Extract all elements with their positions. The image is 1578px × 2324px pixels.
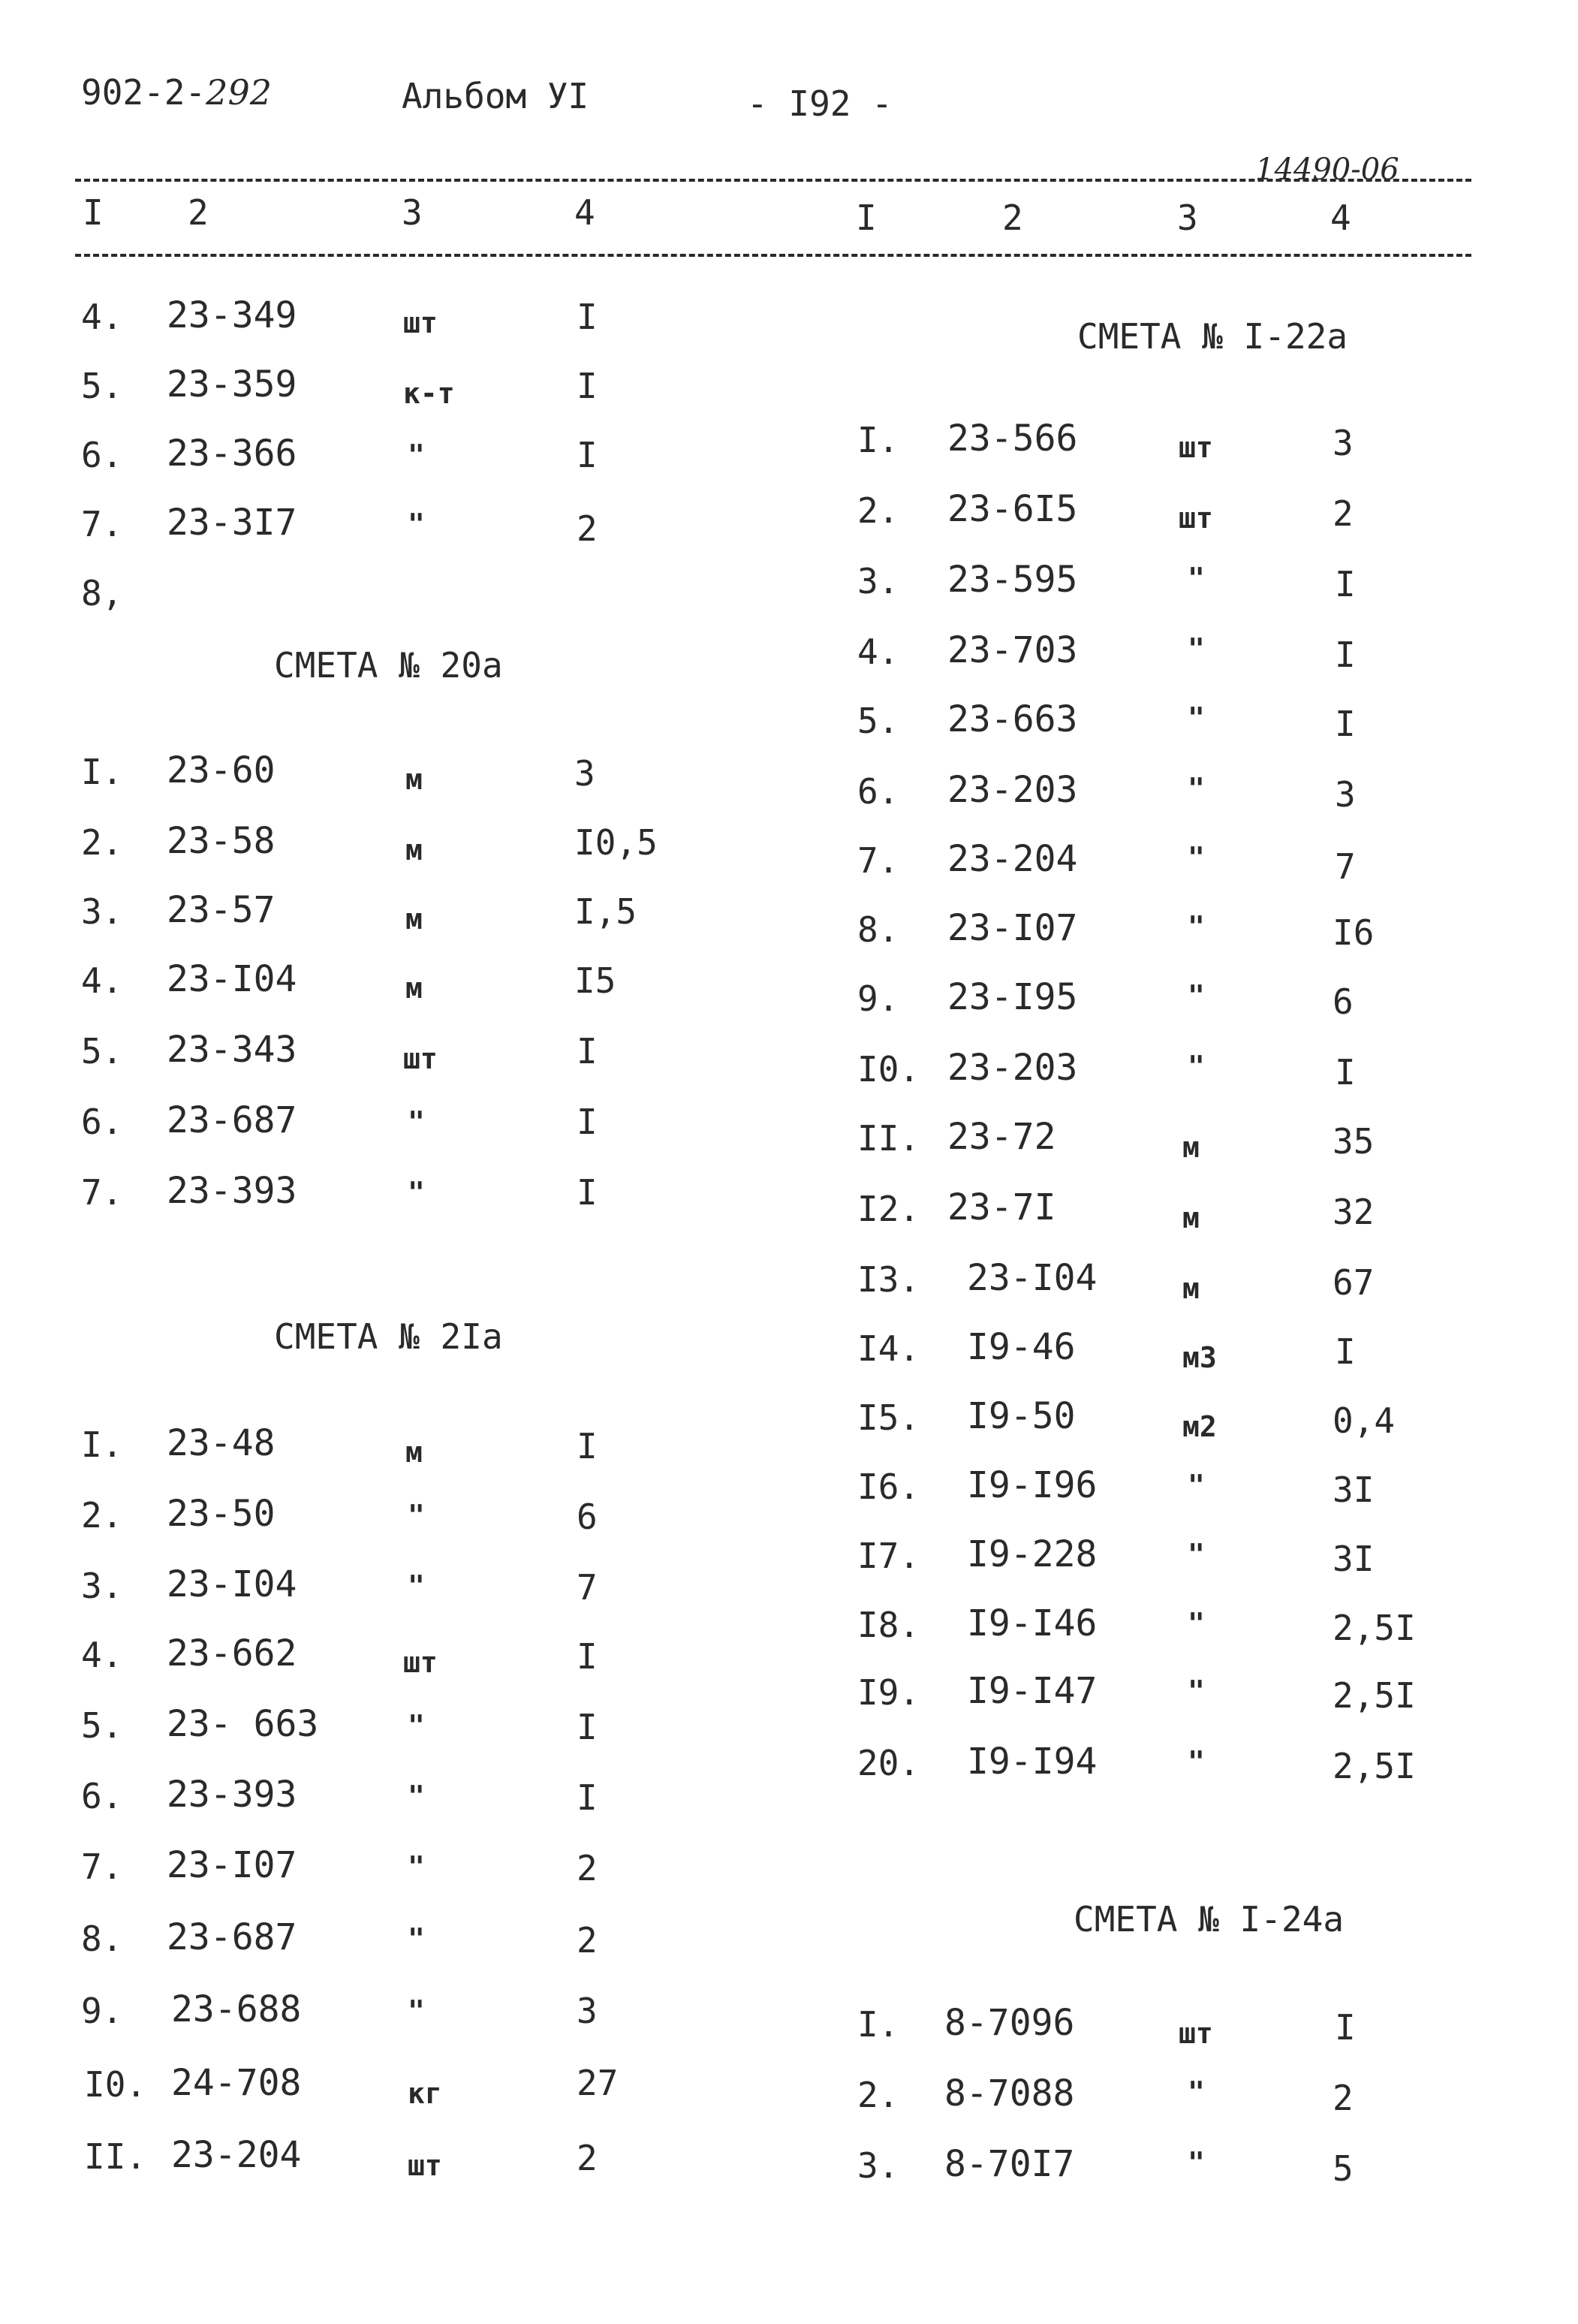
quantity: 35 [1333,1121,1375,1162]
row-number: I. [857,2004,899,2045]
quantity: 27 [577,2063,619,2103]
unit: м [405,1436,423,1469]
col-header-4-right: 4 [1330,197,1351,238]
quantity: I [1335,2007,1356,2048]
item-code: 23-57 [167,889,276,931]
row-number: II. [857,1118,920,1159]
item-code: 23-48 [167,1422,276,1464]
unit: м [1182,1272,1200,1305]
item-code: 24-708 [171,2062,302,2104]
item-code: 23-50 [167,1493,276,1535]
unit: " [408,1922,425,1955]
item-code: 23-I04 [967,1257,1098,1299]
row-number: I9. [857,1672,920,1713]
item-code: 23- 663 [167,1703,319,1745]
unit: шт [408,2149,442,2182]
item-code: 23-204 [171,2134,302,2176]
item-code: 23-I07 [167,1844,297,1886]
doc-number [81,71,272,113]
quantity: 5 [1333,2148,1354,2189]
unit: " [408,1105,425,1138]
quantity: 6 [1333,981,1354,1022]
row-number: 2. [81,1495,123,1536]
row-number: 3. [81,1566,123,1606]
unit: " [1188,841,1205,874]
row-number: I0. [84,2064,147,2105]
quantity: 7 [577,1567,598,1608]
quantity: 2 [577,508,598,549]
item-code: 23-687 [167,1916,297,1958]
quantity: I [577,1636,598,1677]
unit: " [1188,772,1205,805]
unit: кг [408,2077,442,2110]
quantity: 2 [1333,2078,1354,2118]
unit: " [1188,632,1205,665]
row-number: I2. [857,1189,920,1229]
section-title-21a: СМЕТА № 2Iа [274,1316,503,1357]
row-number: 8. [857,909,899,950]
row-number: I. [81,752,123,792]
unit: " [1188,2075,1205,2108]
item-code: 23-60 [167,749,276,791]
row-number: 6. [857,771,899,812]
item-code: 23-662 [167,1632,297,1674]
item-code: 23-366 [167,433,297,475]
unit: шт [403,1646,438,1679]
item-code: 23-3I7 [167,502,297,544]
item-code: I9-46 [967,1326,1076,1368]
item-code: 8-7096 [944,2002,1075,2044]
item-code: 23-7I [947,1186,1056,1228]
item-code: 23-687 [167,1099,297,1141]
unit: к-т [403,377,455,410]
quantity: 2 [577,1848,598,1888]
row-number: 6. [81,435,123,475]
row-number: 9. [857,978,899,1019]
item-code: 23-343 [167,1029,297,1071]
row-number: 8. [81,1919,123,1959]
row-number: 7. [857,840,899,881]
unit: " [408,1994,425,2027]
unit: шт [403,1042,438,1075]
row-number: 5. [857,701,899,741]
quantity: I [577,366,598,406]
row-number: 7. [81,1846,123,1887]
row-number: I5. [857,1397,920,1438]
quantity: I [577,1777,598,1818]
unit: шт [1179,2017,1213,2050]
unit: м3 [1182,1341,1217,1374]
unit: " [1188,1469,1205,1502]
handwritten-stamp: 14490-06 [1255,152,1399,187]
unit: м [405,763,423,796]
unit: м [405,972,423,1005]
page-number: - I92 - [747,83,893,124]
quantity: I [1335,1052,1356,1093]
quantity: 2,5I [1333,1608,1416,1648]
quantity: I6 [1333,912,1375,953]
album-label: Альбом УI [402,76,589,116]
quantity: 2,5I [1333,1746,1416,1786]
item-code: I9-I47 [967,1670,1098,1712]
quantity: I,5 [574,891,637,932]
row-number: I. [81,1424,123,1465]
item-code: 23-393 [167,1170,297,1212]
row-number: 5. [81,366,123,406]
row-number: 3. [81,891,123,932]
item-code: 23-688 [171,1988,302,2030]
quantity: 3 [1335,774,1356,815]
unit: " [1188,1607,1205,1640]
unit: м [1182,1201,1200,1234]
row-number: 8, [81,573,123,613]
item-code: 8-70I7 [944,2143,1075,2185]
item-code: I9-I94 [967,1741,1098,1783]
unit: " [408,1569,425,1602]
col-header-1-right: I [856,197,877,238]
doc-number-prefix: 902-2- [81,72,206,113]
row-number: 5. [81,1705,123,1746]
row-number: 4. [81,960,123,1001]
row-number: II. [84,2136,147,2177]
row-number: I. [857,420,899,460]
row-number: 4. [81,297,123,337]
section-title-1-22a: СМЕТА № I-22а [1077,316,1348,357]
unit: " [408,1709,425,1742]
quantity: 2 [577,2138,598,2178]
row-number: I7. [857,1536,920,1576]
item-code: 23-393 [167,1774,297,1816]
quantity: 3 [1333,423,1354,463]
unit: " [1188,1674,1205,1708]
item-code: 8-7088 [944,2072,1075,2115]
row-number: 20. [857,1743,920,1783]
quantity: I0,5 [574,822,658,863]
quantity: I [577,1172,598,1213]
quantity: I [1335,704,1356,744]
unit: " [408,439,425,472]
row-number: 7. [81,504,123,544]
item-code: I9-I46 [967,1602,1098,1644]
unit: " [1188,1745,1205,1778]
quantity: I [577,435,598,475]
quantity: 3I [1333,1539,1375,1579]
quantity: I [1335,1331,1356,1372]
unit: м [405,903,423,936]
item-code: 23-703 [947,629,1078,671]
row-number: 5. [81,1031,123,1072]
quantity: 2 [577,1920,598,1961]
quantity: 32 [1333,1192,1375,1232]
col-header-1-left: I [83,192,104,233]
quantity: I [577,1031,598,1072]
item-code: 23-I07 [947,907,1078,949]
row-number: 4. [81,1635,123,1675]
quantity: I [577,297,598,337]
item-code: I9-228 [967,1533,1098,1575]
unit: " [1188,979,1205,1012]
row-number: 2. [857,2075,899,2115]
quantity: I [577,1707,598,1747]
item-code: 23-595 [947,559,1078,601]
row-number: 6. [81,1102,123,1142]
quantity: 7 [1335,846,1356,887]
quantity: I [1335,635,1356,675]
header-rule-top [75,179,1471,182]
row-number: 3. [857,2145,899,2186]
quantity: I5 [574,960,616,1001]
quantity: I [577,1426,598,1466]
item-code: 23-203 [947,769,1078,811]
quantity: 67 [1333,1262,1375,1303]
unit: шт [1179,431,1213,464]
col-header-3-right: 3 [1177,197,1198,238]
unit: " [1188,910,1205,943]
unit: " [408,1499,425,1532]
quantity: 3 [577,1991,598,2031]
item-code: 23-72 [947,1116,1056,1158]
section-title-20a: СМЕТА № 20а [274,645,503,686]
row-number: 2. [857,490,899,531]
unit: м [405,833,423,867]
doc-number-handwritten: 292 [206,72,272,113]
col-header-2-right: 2 [1002,197,1023,238]
unit: " [1188,562,1205,595]
quantity: 2 [1333,493,1354,534]
unit: " [408,1176,425,1209]
unit: м2 [1182,1410,1217,1443]
row-number: I6. [857,1466,920,1507]
quantity: 3 [574,753,595,794]
item-code: 23-I04 [167,958,297,1000]
unit: шт [403,306,438,339]
item-code: 23-566 [947,417,1078,460]
item-code: 23-203 [947,1047,1078,1089]
row-number: I8. [857,1605,920,1645]
item-code: I9-50 [967,1395,1076,1437]
section-title-1-24a: СМЕТА № I-24а [1074,1899,1345,1940]
quantity: I [1335,564,1356,604]
item-code: 23-6I5 [947,488,1078,530]
unit: " [1188,701,1205,734]
col-header-2-left: 2 [188,192,209,233]
item-code: 23-663 [947,698,1078,740]
row-number: 4. [857,631,899,672]
unit: " [1188,2146,1205,2179]
row-number: 9. [81,1991,123,2031]
row-number: 3. [857,561,899,601]
row-number: 6. [81,1776,123,1816]
unit: " [1188,1538,1205,1571]
quantity: 2,5I [1333,1675,1416,1716]
item-code: 23-359 [167,363,297,405]
col-header-4-left: 4 [574,192,595,233]
quantity: 0,4 [1333,1400,1396,1441]
row-number: I0. [857,1049,920,1090]
quantity: 6 [577,1497,598,1537]
unit: " [408,508,425,541]
unit: " [408,1780,425,1813]
quantity: I [577,1102,598,1142]
unit: " [408,1850,425,1883]
quantity: 3I [1333,1469,1375,1510]
item-code: 23-I04 [167,1563,297,1605]
unit: " [1188,1050,1205,1083]
row-number: 7. [81,1172,123,1213]
item-code: I9-I96 [967,1464,1098,1506]
item-code: 23-204 [947,838,1078,880]
row-number: I4. [857,1328,920,1369]
unit: м [1182,1131,1200,1164]
unit: шт [1179,502,1213,535]
col-header-3-left: 3 [402,192,423,233]
item-code: 23-58 [167,820,276,862]
item-code: 23-I95 [947,976,1078,1018]
row-number: 2. [81,822,123,863]
row-number: I3. [857,1259,920,1300]
header-rule-bottom [75,254,1471,257]
item-code: 23-349 [167,294,297,336]
